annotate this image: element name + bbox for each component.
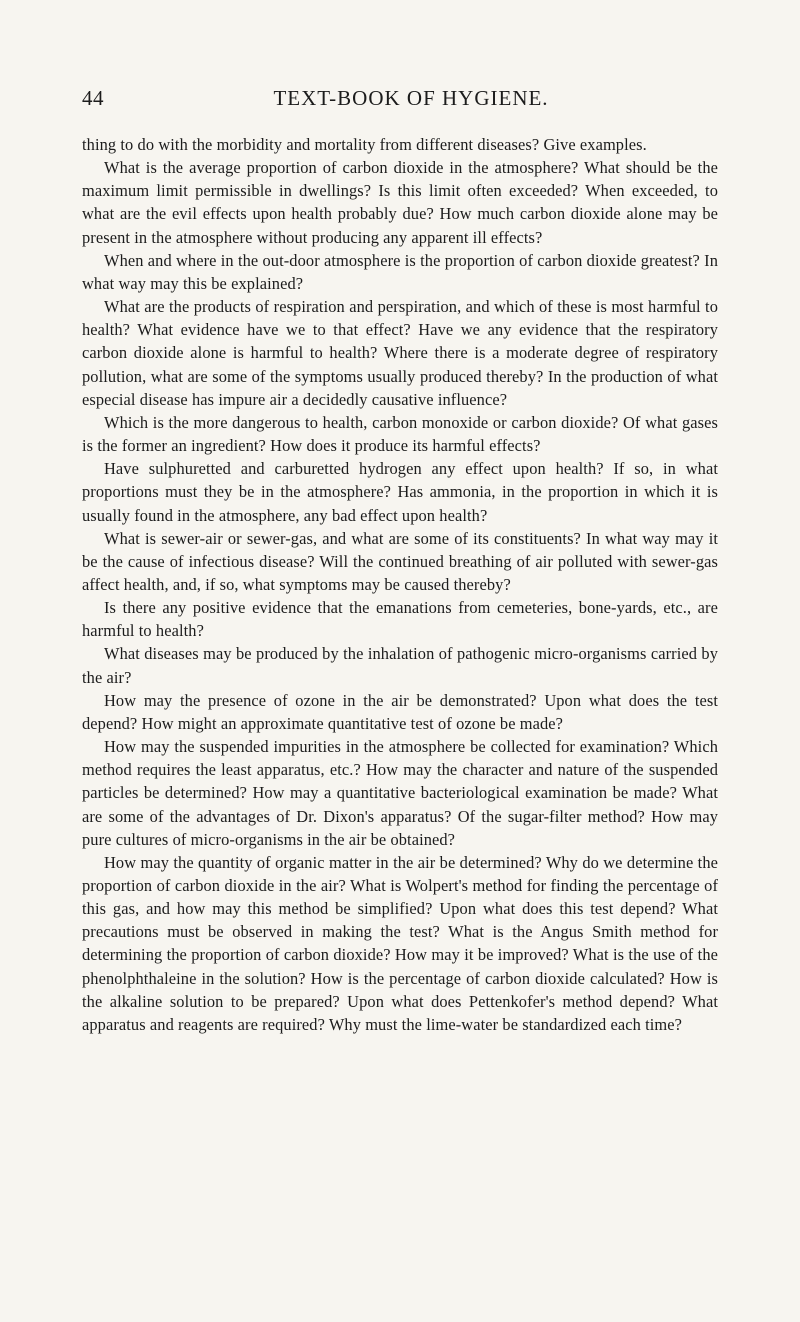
paragraph-carbon-monoxide: Which is the more dangerous to health, carbon monoxide or carbon dioxide? Of what gases is the former an ingredient? How does it produce its harmful effects? — [82, 412, 718, 456]
running-head: TEXT-BOOK OF HYGIENE. — [273, 86, 549, 110]
paragraph-ozone: How may the presence of ozone in the air be demonstrated? Upon what does the test depend? How might an approximate quantitative test of ozone be made? — [82, 690, 718, 733]
paragraph-suspended-impurities: How may the suspended impurities in the atmosphere be collected for examination? Which method requires the least apparatus, etc.? How may the character and nature of the suspended particles be determined? How may a quantitative bacteriological examination be made? What are some of the advantages of Dr. Dixon's apparatus? Of the sugar-filter method? How may pure cultures of micro-organisms in the air be obtained? — [82, 737, 718, 849]
body-text — [82, 133, 718, 1036]
paragraph-sewer-gas: What is sewer-air or sewer-gas, and what are some of its constituents? In what way may it be the cause of infectious disease? Will the continued breathing of air polluted with sewer-gas affect health, and, if so, what symptoms may be caused thereby? — [82, 528, 718, 594]
paragraph-respiration-products: What are the products of respiration and perspiration, and which of these is most harmful to health? What evidence have we to that effect? Have we any evidence that the respiratory carbon dioxide alone is harmful to health? Where there is a moderate degree of respiratory pollution, what are some of the symptoms usually produced thereby? In the production of what especial disease has impure air a decidedly causative influence? — [82, 297, 718, 409]
paragraph-outdoor-atmosphere: When and where in the out-door atmosphere is the proportion of carbon dioxide greatest? In what way may this be explained? — [82, 250, 718, 293]
page-number: 44 — [82, 86, 104, 110]
paragraph-micro-organisms: What diseases may be produced by the inhalation of pathogenic micro-organisms carried by the air? — [82, 644, 718, 687]
paragraph-hydrogen-ammonia: Have sulphuretted and carburetted hydrogen any effect upon health? If so, in what proportions must they be in the atmosphere? Has ammonia, in the proportion in which it is usually found in the atmosphere, any bad effect upon health? — [82, 459, 718, 525]
page-header — [0, 86, 800, 116]
paragraph-continued: thing to do with the morbidity and mortality from different diseases? Give examples. — [82, 135, 647, 154]
paragraph-carbon-dioxide-proportion: What is the average proportion of carbon dioxide in the atmosphere? What should be the maximum limit permissible in dwellings? Is this limit often exceeded? When exceeded, to what are the evil effects upon health probably due? How much carbon dioxide alone may be present in the atmosphere without producing any apparent ill effects? — [82, 158, 718, 247]
paragraph-cemeteries: Is there any positive evidence that the emanations from cemeteries, bone-yards, etc., are harmful to health? — [82, 598, 718, 641]
paragraph-organic-matter: How may the quantity of organic matter in the air be determined? Why do we determine the proportion of carbon dioxide in the air? What is Wolpert's method for finding the percentage of this gas, and how may this method be simplified? Upon what does this test depend? What precautions must be observed in making the test? What is the Angus Smith method for determining the proportion of carbon dioxide? How may it be improved? What is the use of the phenolphthaleine in the solution? How is the percentage of carbon dioxide calculated? How is the alkaline solution to be prepared? Upon what does Pettenkofer's method depend? What apparatus and reagents are required? Why must the lime-water be standardized each time? — [82, 852, 718, 1034]
